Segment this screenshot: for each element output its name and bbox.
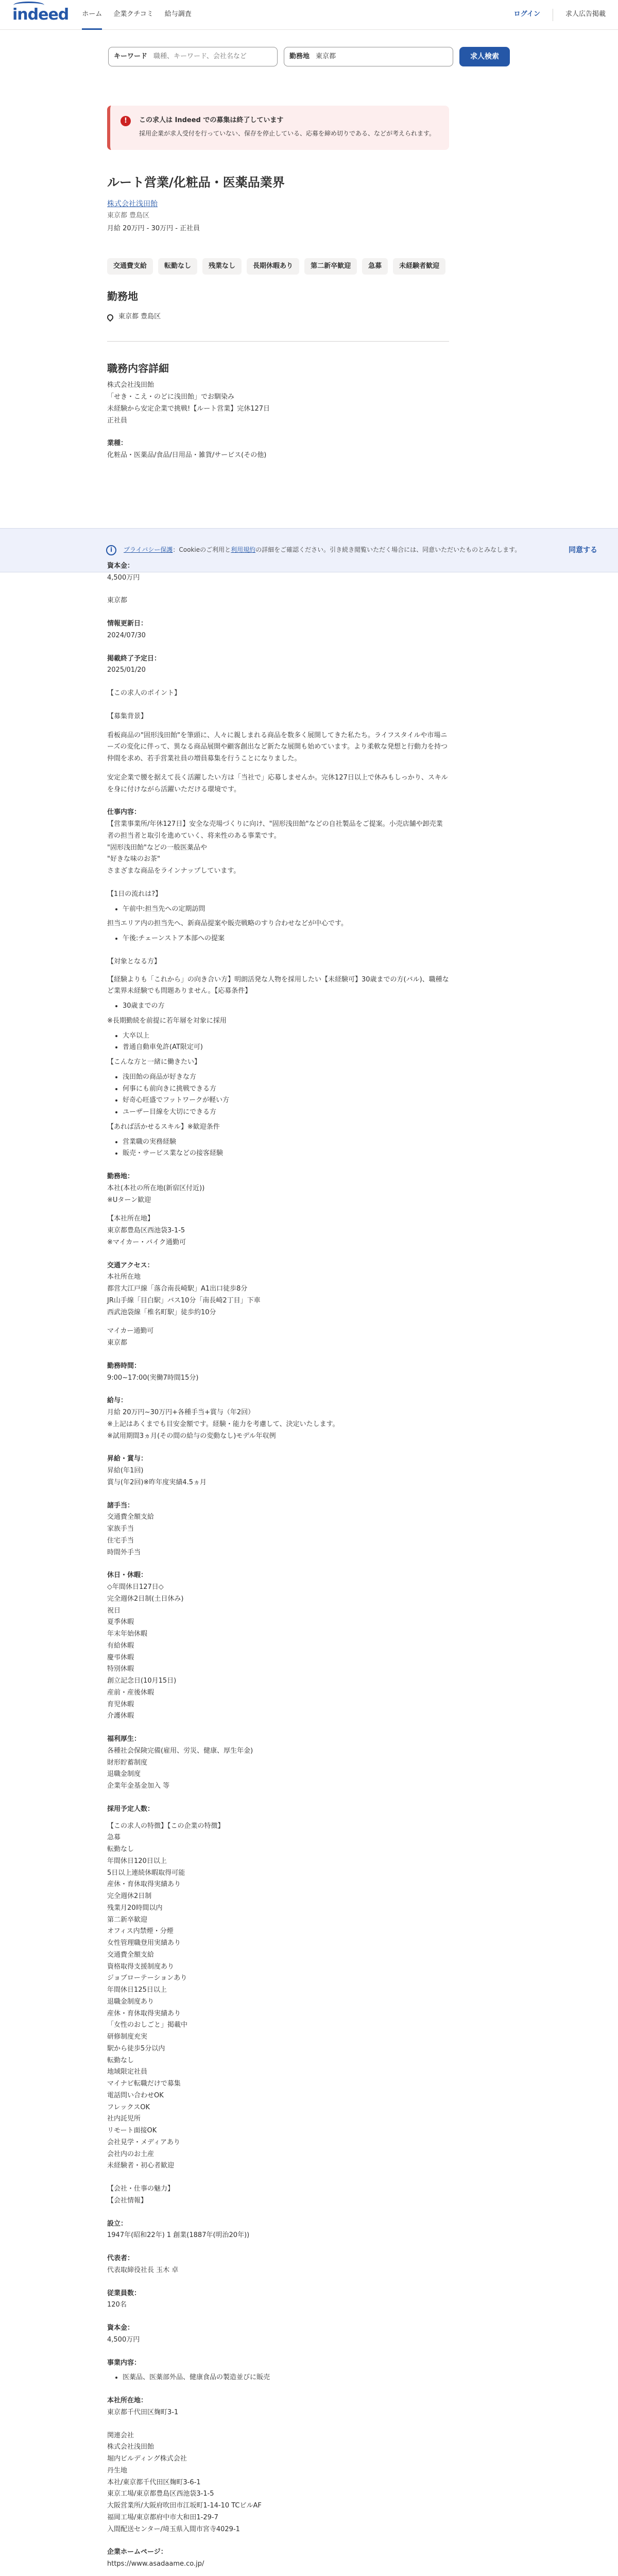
text-line: 交通費全額支給 — [107, 1513, 154, 1521]
text-line: ※マイカー・バイク通勤可 — [107, 1238, 186, 1246]
text-line: 特別休暇 — [107, 1665, 134, 1673]
text-line: 企業年金基金加入 等 — [107, 1782, 170, 1790]
work-location-value: 東京都 豊島区 — [118, 313, 161, 321]
text-line: 都営大江戸線「落合南長崎駅」A1出口徒歩8分 — [107, 1285, 248, 1293]
text-line: 丹生地 — [107, 2466, 128, 2475]
top-navigation-bar — [0, 0, 618, 30]
industry-block — [107, 438, 449, 462]
list-item: • 普通自動車免許(AT限定可) — [123, 1042, 449, 1054]
info-date-block — [107, 618, 449, 642]
search-button[interactable]: 求人検索 — [459, 47, 510, 66]
tag: 未経験者歓迎 — [393, 258, 445, 275]
details-heading: 職務内容詳細 — [107, 362, 169, 375]
text-line: 株式会社浅田飴 — [107, 381, 154, 389]
text-line: JR山手線「目白駅」バス10分「南長崎2丁目」下車 — [107, 1296, 261, 1304]
text-line: 転勤なし — [107, 1845, 134, 1853]
keyword-label: キーワード — [114, 52, 148, 60]
text-line: "固形浅田飴"などの一般医薬品や — [107, 843, 207, 852]
office-heading: 【本社所在地】 — [107, 1215, 154, 1223]
text-line: 9:00~17:00(実働7時間15分) — [107, 1374, 199, 1382]
tokyo-line-block — [107, 595, 449, 607]
text-line: 産休・育休取得実績あり — [107, 2009, 181, 2018]
recruit-bg-heading: 【募集背景】 — [107, 712, 148, 720]
recruit-bg-text: 看板商品の"固形浅田飴"を筆頭に、人々に親しまれる商品を数多く展開してきた私たち。ライフスタイルや市場ニーズの変化に伴って、異なる商品展開や顧客創出など新たな展開も始めています。より柔軟な発想と行動力を持つ仲間を求め、若手営業社員の増員募集を行うことになりました。 — [107, 731, 448, 762]
text-line: 正社員 — [107, 416, 128, 425]
text-line: 会社見学・メディアあり — [107, 2138, 180, 2146]
list-item: • 午後:チェーンストア本部への提案 — [123, 933, 449, 945]
privacy-link[interactable]: プライバシー保護 — [124, 546, 173, 554]
text-line: 退職金制度あり — [107, 1997, 154, 2006]
nav-company-reviews[interactable]: 企業クチコミ — [113, 10, 153, 19]
list-item: • 浅田飴の商品が好きな方 — [123, 1072, 449, 1083]
job-content — [107, 106, 449, 2576]
raise-heading: 昇給・賞与： — [107, 1455, 148, 1463]
logo-text: indeed — [12, 5, 69, 24]
business-list — [123, 2372, 449, 2384]
alert-text: 採用企業が求人受付を行っていない、保存を停止している、応募を締め切りである、などが考えられます。 — [139, 130, 436, 138]
related-block — [107, 2430, 449, 2536]
welcome-list — [123, 1072, 449, 1118]
tag: 交通費支給 — [107, 258, 153, 275]
tag: 長期休暇あり — [247, 258, 299, 275]
info-date-heading: 情報更新日： — [107, 620, 148, 628]
rep-block — [107, 2253, 449, 2277]
tokyo-line: 東京都 — [107, 597, 128, 605]
text-line: 退職金制度 — [107, 1770, 141, 1778]
tag: 急募 — [362, 258, 388, 275]
keyword-placeholder: 職種、キーワード、会社名など — [153, 52, 247, 60]
text-line: 産休・育休取得実績あり — [107, 1880, 181, 1889]
target-heading: 【対象となる方】 — [107, 957, 161, 965]
list-item: • 好奇心旺盛でフットワークが軽い方 — [123, 1095, 449, 1107]
hq-block — [107, 2395, 449, 2419]
text-line: 月給 20万円~30万円+各種手当+賞与（年2回） — [107, 1409, 255, 1416]
keyword-input[interactable] — [108, 47, 278, 66]
target-list — [123, 1001, 449, 1012]
text-line: 【営業事業所/年休127日】安全な売場づくりに向け、"固形浅田飴"などの自社製品をご提案。小売店舗や卸売業者の担当者と取引を進めていく、将来性のある事業です。 — [107, 820, 443, 840]
capital2-block — [107, 2323, 449, 2346]
list-item: • 販売・サービス業などの接客経験 — [123, 1148, 449, 1160]
end-date-block — [107, 653, 449, 677]
text-line: 東京工場/東京都豊島区西池袋3-1-5 — [107, 2490, 214, 2498]
raise-block — [107, 1453, 449, 1488]
job-salary: 月給 20万円 - 30万円 - 正社員 — [107, 224, 200, 232]
text-line: 産前・産後休暇 — [107, 1688, 154, 1697]
list-item: • 医薬品、医薬部外品、健康食品の製造並びに販売 — [123, 2372, 449, 2384]
header-right — [514, 9, 606, 21]
text-line: 介護休暇 — [107, 1712, 134, 1720]
text-line: 家族手当 — [107, 1525, 134, 1533]
text-line: マイナビ転職だけで募集 — [107, 2080, 181, 2088]
job-location: 東京都 豊島区 — [107, 212, 150, 220]
text-line: 株式会社浅田飴 — [107, 2443, 154, 2451]
text-line: 祝日 — [107, 1606, 121, 1615]
text-line: 年間休日120日以上 — [107, 1857, 167, 1865]
day-list-2 — [123, 933, 449, 945]
location-input[interactable] — [284, 47, 453, 66]
cookie-text-d: の詳細をご確認ください。引き続き閲覧いただく場合には、同意いただいたものとみなします。 — [255, 546, 521, 554]
business-block — [107, 2358, 449, 2384]
tag: 第二新卒歓迎 — [304, 258, 357, 275]
recruit-bg-text2: 安定企業で腰を据えて長く活躍したい方は「当社で」応募しませんか。完休127日以上で休みもしっかり、スキルを身に付けながら活躍いただける環境です。 — [107, 773, 448, 793]
text-line: 社内託児所 — [107, 2115, 141, 2123]
founded-block — [107, 2218, 449, 2242]
welfare-block — [107, 1734, 449, 1792]
text-line: 本社(本社の所在地(新宿区付近)) — [107, 1184, 205, 1192]
text-line: さまざまな商品をラインナップしています。 — [107, 867, 241, 875]
terms-link[interactable]: 利用規約 — [231, 546, 256, 554]
day-block — [107, 889, 449, 945]
text-line: 慶弔休暇 — [107, 1653, 134, 1662]
hq-value: 東京都千代田区麹町3-1 — [107, 2408, 179, 2416]
company-block — [107, 2183, 449, 2207]
text-line: 東京都豊島区西池袋3-1-5 — [107, 1227, 185, 1234]
capital-heading: 資本金： — [107, 562, 134, 570]
capital2-heading: 資本金： — [107, 2324, 134, 2332]
day-text: 担当エリア内の担当先へ、新商品提案や販売戦略のすり合わせなどが中心です。 — [107, 920, 348, 928]
end-date-heading: 掲載終了予定日： — [107, 654, 161, 663]
employer-link[interactable]: 求人広告掲載 — [565, 10, 606, 19]
job-tags — [107, 258, 449, 275]
logo-arc-icon — [13, 2, 44, 9]
text-line: 未経験者・初心者歓迎 — [107, 2162, 175, 2170]
text-line: 完全週休2日制 — [107, 1892, 152, 1900]
text-line: 急募 — [107, 1834, 121, 1842]
text-line: 各種社会保険完備(雇用、労災、健康、厚生年金) — [107, 1747, 253, 1755]
day-heading: 【1日の流れは?】 — [107, 890, 162, 898]
job-description — [107, 380, 449, 2576]
text-line: 財形貯蓄制度 — [107, 1758, 148, 1767]
text-line: 資格取得支援制度あり — [107, 1962, 175, 1971]
nav-home[interactable]: ホーム — [82, 0, 102, 30]
text-line: ※Uターン歓迎 — [107, 1196, 151, 1204]
points-heading: 【この求人のポイント】 — [107, 689, 181, 697]
text-line: ◇年間休日127日◇ — [107, 1583, 164, 1591]
welcome-heading: 【こんな方と一緒に働きたい】 — [107, 1058, 201, 1066]
text-line: 交通費全額支給 — [107, 1951, 154, 1959]
text-line: 第二新卒歓迎 — [107, 1916, 148, 1924]
tag: 残業なし — [202, 258, 242, 275]
list-item: • 大卒以上 — [123, 1030, 449, 1042]
exp-list — [123, 1137, 449, 1160]
job-title: ルート営業/化粧品・医薬品業界 — [107, 175, 285, 190]
hq-heading: 本社所在地： — [107, 2397, 148, 2404]
map-pin-icon — [106, 313, 115, 321]
location-label: 勤務地 — [289, 52, 310, 60]
intro-block — [107, 380, 449, 427]
text-line: 研修制度充実 — [107, 2033, 148, 2041]
text-line: フレックスOK — [107, 2103, 150, 2111]
hours-block — [107, 1361, 449, 1384]
target-block — [107, 956, 449, 1160]
divider — [107, 341, 449, 342]
recruit-bg-block — [107, 711, 449, 796]
industry-value: 化粧品・医薬品/食品/日用品・雑貨/サービス(その他) — [107, 451, 267, 459]
list-item: • 午前中:担当先への定期訪問 — [123, 904, 449, 916]
info-date-value: 2024/07/30 — [107, 631, 146, 639]
text-line: 昇給(年1回) — [107, 1467, 144, 1475]
text-line: 住宅手当 — [107, 1536, 134, 1545]
access-block — [107, 1260, 449, 1349]
cookie-text-b: ：Cookieのご利用と — [173, 546, 231, 554]
holiday-block — [107, 1570, 449, 1722]
rep-value: 代表取締役社長 玉木 卓 — [107, 2266, 179, 2274]
indeed-logo[interactable] — [12, 3, 68, 27]
alert-title: この求人は Indeed での募集は終了しています — [139, 116, 284, 124]
banner-spacer — [107, 462, 449, 549]
nav-salary[interactable]: 給与調査 — [164, 10, 192, 19]
homepage-heading: 企業ホームページ： — [107, 2548, 167, 2556]
location-value: 東京都 — [316, 52, 336, 60]
text-line: 本社所在地 — [107, 1273, 141, 1281]
text-line: 堀内ビルディング株式会社 — [107, 2455, 187, 2463]
text-line: ※試用期間3ヵ月(その間の給与の変動なし)モデル年収例 — [107, 1432, 276, 1440]
text-line: 5日以上連続休暇取得可能 — [107, 1869, 185, 1877]
text-line: 大阪営業所/大阪府吹田市江坂町1-14-10 TCビルAF — [107, 2502, 262, 2510]
text-line: 残業月20時間以内 — [107, 1904, 163, 1912]
capital2-value: 4,500万円 — [107, 2335, 140, 2344]
work-block — [107, 807, 449, 877]
related-heading: 関連会社 — [107, 2431, 134, 2439]
search-bar — [108, 45, 510, 68]
text-line: 本社/東京都千代田区麹町3-6-1 — [107, 2478, 201, 2486]
text-line: "好きな味のお茶" — [107, 855, 160, 863]
text-line: 年末年始休暇 — [107, 1630, 148, 1638]
work-heading: 仕事内容： — [107, 808, 141, 817]
text-line: 時間外手当 — [107, 1548, 141, 1556]
text-line: ジョブローテーションあり — [107, 1974, 187, 1982]
text-line: 有給休暇 — [107, 1641, 134, 1650]
text-line: 【この求人の特徴】【この企業の特徴】 — [107, 1822, 225, 1830]
text-line: 創立記念日(10月15日) — [107, 1677, 177, 1685]
text-line: 会社内のお土産 — [107, 2150, 154, 2158]
pay-heading: 給与： — [107, 1397, 128, 1405]
text-line: ※上記はあくまでも目安金額です。経験・能力を考慮して、決定いたします。 — [107, 1420, 339, 1428]
expired-alert — [107, 106, 449, 150]
tag: 転勤なし — [158, 258, 197, 275]
text-line: 女性管理職登用実績あり — [107, 1939, 181, 1947]
company-heading: 【会社・仕事の魅力】 — [107, 2185, 175, 2193]
day-list — [123, 904, 449, 916]
capital-value: 4,500万円 — [107, 573, 140, 582]
text-line: オフィス内禁煙・分煙 — [107, 1927, 174, 1936]
text-line: 福岡工場/東京都府中市大和田1-29-7 — [107, 2513, 218, 2521]
staff-heading: 従業員数： — [107, 2289, 141, 2297]
text-line: 育児休暇 — [107, 1700, 134, 1708]
text-line: 地域限定社員 — [107, 2068, 148, 2076]
target-text: 【経験よりも「これから」の向き合い方】明朗活発な人物を採用したい【未経験可】30歳までの方(バル)、職種など業界未経験でも問題ありません。【応募条件】 — [107, 975, 449, 995]
work-location-row — [107, 312, 449, 323]
industry-heading: 業種： — [107, 439, 128, 448]
pay-block — [107, 1395, 449, 1442]
warning-icon: ! — [121, 116, 131, 126]
hours-heading: 勤務時間： — [107, 1362, 141, 1370]
company-link[interactable]: 株式会社浅田飴 — [107, 199, 158, 208]
rep-heading: 代表者： — [107, 2255, 134, 2262]
req-list — [123, 1030, 449, 1054]
text-line: 電話問い合わせOK — [107, 2091, 164, 2099]
career-note: ※長期勤続を前提に若年層を対象に採用 — [107, 1016, 227, 1025]
features-block — [107, 1804, 449, 2172]
allow-heading: 諸手当： — [107, 1501, 134, 1510]
text-line: 「せき・こえ・のどに浅田飴」でお馴染み — [107, 393, 235, 401]
text-line: 駅から徒歩5分以内 — [107, 2044, 165, 2053]
founded-value: 1947年(昭和22年) 1 創業(1887年(明治20年)) — [107, 2231, 250, 2240]
text-line: 「女性のおしごと」掲載中 — [107, 2021, 188, 2029]
list-item: • 何事にも前向きに挑戦できる方 — [123, 1083, 449, 1095]
list-item: • 営業職の実務経験 — [123, 1137, 449, 1148]
text-line: 入間配送センター/埼玉県入間市宮寺4029-1 — [107, 2525, 240, 2533]
text-line: 夏季休暇 — [107, 1618, 134, 1626]
text-line: 賞与(年2回)※昨年度実績4.5ヵ月 — [107, 1478, 207, 1486]
text-line: 完全週休2日制(土日休み) — [107, 1595, 184, 1603]
text-line: 年間休日125日以上 — [107, 1986, 167, 1994]
capital-block — [107, 561, 449, 584]
homepage-block — [107, 2547, 449, 2570]
welfare-heading: 福利厚生： — [107, 1735, 141, 1743]
text-line: 未経験から安定企業で挑戦!【ルート営業】完休127日 — [107, 404, 270, 413]
list-item: • ユーザー目線を大切にできる方 — [123, 1107, 449, 1118]
allow-block — [107, 1500, 449, 1559]
main-nav — [82, 0, 192, 30]
staff-block — [107, 2288, 449, 2312]
text-line: リモート面接OK — [107, 2127, 157, 2134]
business-heading: 事業内容： — [107, 2359, 141, 2367]
list-item: • 30歳までの方 — [123, 1001, 449, 1012]
points-block — [107, 688, 449, 700]
homepage-link[interactable]: https://www.asadaame.co.jp/ — [107, 2560, 204, 2568]
exp-heading: 【あれば活かせるスキル】※歓迎条件 — [107, 1123, 220, 1131]
features-heading: 採用予定人数： — [107, 1805, 154, 1813]
place-heading: 勤務地： — [107, 1173, 134, 1180]
text-line: マイカー通勤可 — [107, 1327, 154, 1335]
founded-heading: 設立： — [107, 2219, 128, 2228]
text-line: 東京都 — [107, 1339, 128, 1347]
info-icon: i — [106, 545, 116, 555]
place-block — [107, 1171, 449, 1249]
login-link[interactable]: ログイン — [513, 10, 540, 19]
cookie-accept-button[interactable]: 同意する — [569, 546, 597, 554]
access-heading: 交通アクセス： — [107, 1261, 154, 1269]
staff-value: 120名 — [107, 2301, 127, 2309]
end-date-value: 2025/01/20 — [107, 666, 146, 674]
text-line: 転勤なし — [107, 2056, 134, 2064]
work-location-heading: 勤務地 — [107, 290, 138, 303]
text-line: 西武池袋線「椎名町駅」徒歩約10分 — [107, 1308, 216, 1316]
holiday-heading: 休日・休暇： — [107, 1571, 148, 1580]
company-sub: 【会社情報】 — [107, 2196, 148, 2205]
